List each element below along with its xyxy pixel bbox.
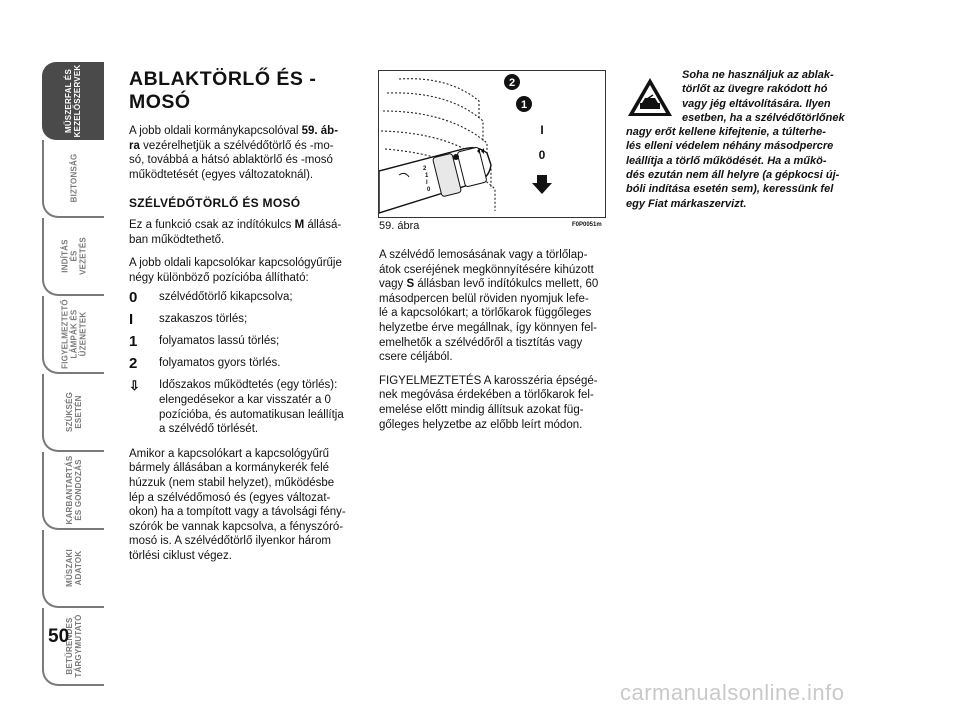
ring-label: I: [426, 180, 428, 186]
tab-szukseg[interactable]: [42, 374, 104, 452]
intro-paragraph: [129, 124, 363, 182]
warning-note: [626, 68, 862, 211]
key-note: [129, 218, 363, 247]
left-column: [129, 68, 363, 572]
position-text: szélvédőtörlő kikapcsolva;: [159, 291, 293, 304]
lever-note: A jobb oldali kapcsolókar kapcsológyűrűje négy különböző pozícióba állítható:: [129, 257, 342, 284]
figure-caption: 59. ábra: [379, 220, 420, 232]
intro-pre: A jobb oldali kormánykapcsolóval: [129, 125, 302, 137]
warning-text: Soha ne használjuk az ablak- törlőt az üvegre rakódott hó vagy jég eltávolítására. Ilyen esetben, ha a szélvédőtörlőnek nagy erőt kellene kifejtenie, a túlterhe- lés elleni védelem néhány másodpercre leállítja a törlő működését. Ha a műkö- dés ezután nem áll helyre (a gépkocsi új- bóli indítása esetén sem), keressünk fel egy Fiat márkaszervizt.: [626, 69, 845, 210]
tab-figyelmezteto[interactable]: [42, 296, 104, 374]
tab-label: SZÜKSÉG ESETÉN: [65, 391, 83, 433]
key-note-key: M: [294, 218, 305, 231]
service-pre: A szélvédő lemosásának vagy a törlőlap- átok cseréjének megkönnyítésére kihúzott vagy: [379, 249, 594, 291]
tab-label: BETŰRENDES TÁRGYMUTATÓ: [65, 614, 83, 678]
warning-triangle-icon: [626, 76, 674, 118]
page-title: ABLAKTÖRLŐ ÉS - MOSÓ: [129, 68, 317, 113]
figure-code: F0P0051m: [572, 222, 602, 228]
position-symbol: 1: [129, 333, 138, 351]
intro-post: vezérelhetjük a szélvédőtörlő és -mo- só, továbbá a hátsó ablaktörlő és -mosó működtetését (egyes változatoknál).: [129, 139, 334, 181]
callout-2: [504, 74, 520, 90]
service-paragraph: [379, 248, 608, 365]
tab-label: KARBANTARTÁS ÉS GONDOZÁS: [65, 455, 83, 525]
callout-1: [516, 96, 532, 112]
arrow-down-icon: [532, 175, 552, 194]
label-0: 0: [538, 148, 546, 162]
middle-column: [379, 248, 608, 441]
service-post: állásban levő indítókulcs mellett, 60 másodpercen belül röviden nyomjuk lefe- lé a kapcsolókart; a törlőkarok függőleges helyzetbe érve megállnak, így könnyen fel- emelhetők a szélvédőről a tisztítás vagy csere céljából.: [379, 278, 599, 364]
position-symbol: 2: [129, 355, 138, 373]
position-symbol: I: [129, 311, 134, 329]
key-note-post: állásá- ban működtethető.: [129, 218, 342, 246]
lever-body: [379, 147, 491, 213]
position-text: szakaszos törlés;: [159, 313, 248, 326]
position-item: [129, 334, 363, 349]
label-I: I: [540, 123, 544, 137]
ring-label: 0: [427, 187, 431, 193]
tab-muszerfal[interactable]: [42, 62, 104, 140]
caution-paragraph: FIGYELMEZTETÉS A karosszéria épségé- nek megóvása érdekében a törlőkarok fel- emelése előtt mindig állítsuk azokat füg- gőleges helyzetbe az előbb leírt módon.: [379, 374, 598, 431]
position-item: [129, 356, 363, 371]
tab-biztonsag[interactable]: [42, 140, 104, 218]
position-symbol: 0: [129, 289, 138, 307]
ring-label: 2: [423, 166, 427, 172]
tab-label: FIGYELMEZTETŐ LÁMPÁK ÉS ÜZENETEK: [60, 299, 88, 369]
lever-illustration: [379, 71, 605, 217]
section-heading: SZÉLVÉDŐTÖRLŐ ÉS MOSÓ: [129, 196, 301, 211]
tab-label: INDÍTÁS ÉS VEZETÉS: [60, 237, 88, 275]
position-item: [129, 378, 363, 436]
chapter-tabs: [42, 62, 104, 686]
key-note-pre: Ez a funkció csak az indítókulcs: [129, 218, 295, 231]
position-text: folyamatos lassú törlés;: [159, 335, 280, 348]
tab-label: BIZTONSÁG: [69, 153, 79, 203]
svg-text:1: 1: [520, 99, 528, 111]
position-symbol: ⇩: [129, 378, 140, 394]
position-text: Időszakos működtetés (egy törlés): elengedésekor a kar visszatér a 0 pozícióba, és automatikusan leállítja a szélvédő törlését.: [159, 379, 344, 436]
svg-text:2: 2: [508, 77, 516, 89]
intro-ref: 59. áb- ra: [129, 125, 339, 152]
tab-label: MŰSZERFAL ÉS KEZELŐSZERVEK: [64, 64, 82, 138]
service-key: S: [406, 278, 415, 291]
ring-label: 1: [425, 173, 429, 179]
tab-inditas[interactable]: [42, 218, 104, 296]
washer-paragraph: Amikor a kapcsolókart a kapcsológyűrű bármely állásában a kormánykerék felé húzzuk (nem stabil helyzet), működésbe lép a szélvédőmosó és (egyes változat- okon) ha a tompított vagy a távolsági fény- szórók be vannak kapcsolva, a fényszóró- mosó is. A szélvédőtörlő ilyenkor három törlési ciklust végez.: [129, 447, 346, 562]
figure-wiper-lever: [378, 70, 606, 218]
tab-label: MŰSZAKI ADATOK: [65, 549, 83, 587]
page-number: 50: [48, 626, 70, 647]
position-text: folyamatos gyors törlés.: [159, 357, 281, 370]
tab-muszaki[interactable]: [42, 530, 104, 608]
watermark: carmanualsonline.info: [620, 680, 845, 705]
position-item: [129, 312, 363, 327]
position-item: [129, 290, 363, 305]
tab-karbantartas[interactable]: [42, 452, 104, 530]
